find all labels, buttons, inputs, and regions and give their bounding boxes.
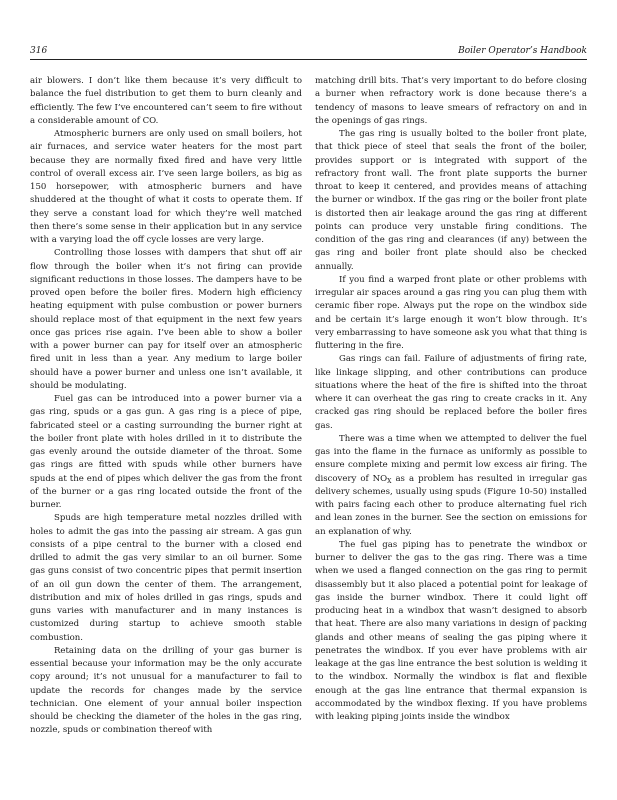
paragraph-text: There was a time when we attempted to deliver the fuel gas into the flame in the furnace as uniformly as possible to ensure complete mixing and permit low excess air firing. The discovery of NO (315, 433, 587, 484)
paragraph: Spuds are high temperature metal nozzles drilled with holes to admit the gas into the passing air stream. A gas gun consists of a pipe central to the burner with a closed end drilled to admit the gas very similar to an oil burner. Some gas guns consist of two concentric pipes that permit insertion of an oil gun down the center of them. The arrangement, distribution and mix of holes drilled in gas rings, spuds and guns varies with manufacturer and in many instances is customized during startup to achieve smooth stable combustion. (30, 513, 302, 643)
paragraph: Controlling those losses with dampers that shut off air flow through the boiler when it’s not firing can provide significant reductions in those losses. The dampers have to be proved open before the boiler fires. Modern high efficiency heating equipment with pulse combustion or power burners should replace most of that equipment in the next few years once gas prices rise again. I’ve been able to show a boiler with a power burner can pay for itself over an atmospheric fired unit in less than a year. Any medium to large boiler should have a power burner and unless one isn’t available, it should be modulating. (30, 248, 302, 391)
paragraph-text: as a problem has resulted in irregular gas delivery schemes, usually using spuds (Figure 10-50) installed with pairs facing each other to produce alternating fuel rich and lean zones in the burner. See the section on emissions for an explanation of why. (315, 473, 587, 537)
book-title: Boiler Operator’s Handbook (458, 46, 587, 56)
paragraph: Atmospheric burners are only used on small boilers, hot air furnaces, and service water heaters for the most part because they are normally fixed fired and have very little control of overall excess air. I’ve seen large boilers, as big as 150 horsepower, with atmospheric burners and have shuddered at the thought of what it costs to operate them. If they serve a constant load for which they’re well matched then there’s some sense in their application but in any service with a varying load the off cycle losses are very large. (30, 129, 302, 245)
paragraph: The fuel gas piping has to penetrate the windbox or burner to deliver the gas to the gas ring. There was a time when we used a flanged connection on the gas ring to permit disassembly but it also placed a potential point for leakage of gas inside the burner windbox. There it could light off producing heat in a windbox that wasn’t designed to absorb that heat. There are also many variations in design of packing glands and other means of sealing the gas piping where it penetrates the windbox. If you ever have problems with air leakage at the gas line entrance the best solution is welding it to the windbox. Normally the windbox is flat and flexible enough at the gas line entrance that thermal expansion is accommodated by the windbox flexing. If you have problems with leaking piping joints inside the windbox (315, 539, 587, 722)
paragraph: If you find a warped front plate or other problems with irregular air spaces around a gas ring you can plug them with ceramic fiber rope. Always put the rope on the windbox side and be certain it’s large enough it won’t blow through. It’s very embarrassing to have someone ask you what that thing is fluttering in the fire. (315, 274, 587, 351)
right-column (315, 75, 587, 724)
paragraph: Fuel gas can be introduced into a power burner via a gas ring, spuds or a gas gun. A gas ring is a piece of pipe, fabricated steel or a casting surrounding the burner right at the boiler front plate with holes drilled in it to distribute the gas evenly around the outside diameter of the throat. Some gas rings are fitted with spuds while other burners have spuds at the end of pipes which deliver the gas from the front of the burner or a gas ring located outside the front of the burner. (30, 394, 302, 510)
paragraph-nox (315, 433, 587, 539)
header-rule (30, 59, 587, 60)
page-number: 316 (30, 46, 48, 56)
paragraph: Retaining data on the drilling of your gas burner is essential because your information may be the only accurate copy around; it’s not unusual for a manufacturer to fail to update the records for changes made by the service technician. One element of your annual boiler inspection should be checking the diameter of the holes in the gas ring, nozzle, spuds or combination thereof with (30, 645, 302, 736)
paragraph: matching drill bits. That’s very important to do before closing a burner when refractory work is done because there’s a tendency of masons to leave smears of refractory on and in the openings of gas rings. (315, 76, 587, 126)
paragraph: The gas ring is usually bolted to the boiler front plate, that thick piece of steel that seals the front of the boiler, provides support or is integrated with support of the refractory front wall. The front plate supports the burner throat to keep it centered, and provides means of attaching the burner or windbox. If the gas ring or the boiler front plate is distorted then air leakage around the gas ring at different points can produce very unstable firing conditions. The condition of the gas ring and clearances (if any) between the gas ring and boiler front plate should also be checked annually. (315, 129, 587, 272)
paragraph: Gas rings can fail. Failure of adjustments of firing rate, like linkage slipping, and other contributions can produce situations where the heat of the fire is shifted into the throat where it can overheat the gas ring to create cracks in it. Any cracked gas ring should be replaced before the boiler fires gas. (315, 354, 587, 431)
left-column (30, 75, 302, 738)
paragraph: air blowers. I don’t like them because it’s very difficult to balance the fuel distribution to get them to burn cleanly and efficiently. The few I’ve encountered can’t seem to fire without a considerable amount of CO. (30, 76, 303, 126)
running-header (30, 42, 587, 58)
nox-subscript: X (387, 477, 392, 485)
